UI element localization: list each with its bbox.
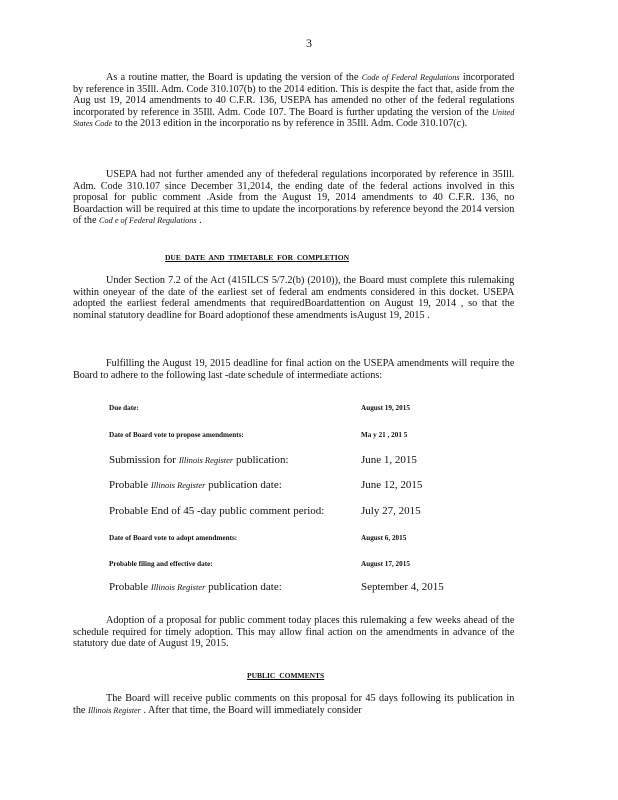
schedule-value: August 17, 2015 (361, 560, 410, 568)
heading-public-comments: PUBLIC COMMENTS (247, 671, 325, 680)
heading-due-date: DUE DATE AND TIMETABLE FOR COMPLETION (165, 253, 349, 262)
schedule-label: Probable Illinois Register publication date: (109, 581, 282, 593)
schedule-row (109, 431, 469, 445)
schedule-row (109, 404, 469, 418)
schedule-label: Due date: (109, 404, 139, 412)
schedule-row (109, 505, 469, 519)
schedule-value: June 1, 2015 (361, 454, 417, 466)
schedule-value: August 6, 2015 (361, 534, 407, 542)
schedule-value: Ma y 21 , 201 5 (361, 431, 408, 439)
schedule-label: Submission for Illinois Register publication: (109, 454, 289, 466)
page-number: 3 (306, 36, 312, 50)
schedule-value: August 19, 2015 (361, 404, 410, 412)
paragraph-public-comments: The Board will receive public comments on this proposal for 45 days following its publication in the Illinois Register . After that time, the Board will immediately consider (73, 693, 515, 716)
schedule-row (109, 560, 469, 574)
paragraph-fulfilling-deadline: Fulfilling the August 19, 2015 deadline for final action on the USEPA amendments will require the Board to adhere to the following last -date schedule of intermediate actions: (73, 358, 515, 381)
schedule-label: Probable Illinois Register publication date: (109, 479, 282, 491)
schedule-row (109, 581, 469, 595)
schedule-label: Probable filing and effective date: (109, 560, 213, 568)
paragraph-usepa-amendments: USEPA had not further amended any of thefederal regulations incorporated by reference in 35Ill. Adm. Code 310.107 since December 31,2014, the ending date of the federal actions involved in this proposal for public comment .Aside from the August 19, 2014 amendments to 40 C.F.R. 136, no Boardaction will be required at this time to update the incorporations by reference beyond the 2014 version of the Cod e of Federal Regulations . (73, 169, 515, 227)
schedule-row (109, 479, 469, 493)
schedule-label: Date of Board vote to propose amendments: (109, 431, 244, 439)
schedule-label: Probable End of 45 -day public comment period: (109, 505, 325, 517)
paragraph-adoption: Adoption of a proposal for public comment today places this rulemaking a few weeks ahead of the schedule required for timely adoption. This may allow final action on the amendments in advance of the statutory due date of August 19, 2015. (73, 615, 515, 650)
schedule-row (109, 534, 469, 548)
paragraph-version-update: As a routine matter, the Board is updating the version of the Code of Federal Regulations incorporated by reference in 35Ill. Adm. Code 310.107(b) to the 2014 edition. This is despite the fact that, aside from the Aug ust 19, 2014 amendments to 40 C.F.R. 136, USEPA has amended no other of the federal regulations incorporated by reference in 35Ill. Adm. Code 107. The Board is further updating the version of the United States Code to the 2013 edition in the incorporatio ns by reference in 35Ill. Adm. Code 310.107(c). (73, 72, 515, 130)
schedule-value: June 12, 2015 (361, 479, 423, 491)
paragraph-section-7-2: Under Section 7.2 of the Act (415ILCS 5/7.2(b) (2010)), the Board must complete this rulemaking within oneyear of the date of the earliest set of federal am endments considered in this docket. USEPA adopted the earliest federal amendments that requiredBoardattention on August 19, 2014 , so that the nominal statutory deadline for Board adoptionof these amendments isAugust 19, 2015 . (73, 275, 515, 321)
schedule-value: September 4, 2015 (361, 581, 444, 593)
schedule-row (109, 454, 469, 468)
schedule-value: July 27, 2015 (361, 505, 421, 517)
schedule-label: Date of Board vote to adopt amendments: (109, 534, 238, 542)
